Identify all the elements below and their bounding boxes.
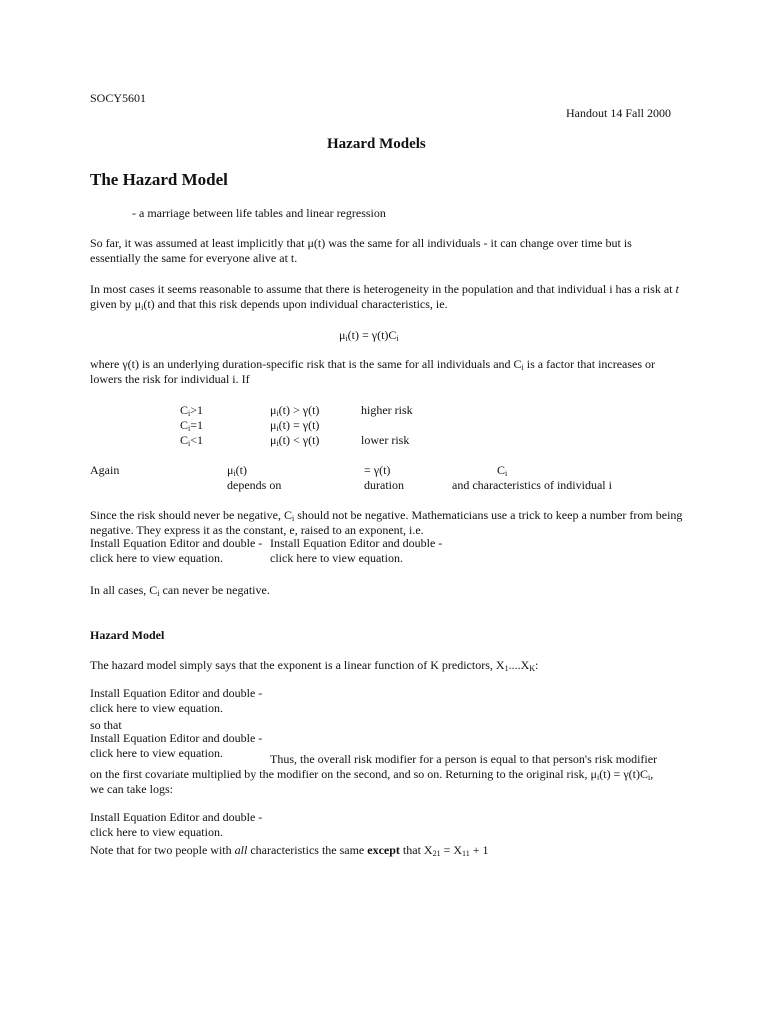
page-title: Hazard Models xyxy=(327,136,426,152)
again-mu-t: (t) xyxy=(235,463,247,477)
section-heading-hazard-model: The Hazard Model xyxy=(90,170,228,189)
paragraph-5 xyxy=(90,583,270,598)
case-mu-sub: i xyxy=(276,409,279,418)
equation-placeholder-line1: Install Equation Editor and double - xyxy=(270,536,443,550)
case-row-2 xyxy=(180,418,203,433)
s2p3-sub1: 21 xyxy=(432,849,441,858)
p4-text-b: should not be negative. Mathematicians use a trick to keep a number from being negative. They express it as the constant, e, raised to an exponent, i.e. xyxy=(90,508,683,537)
case-row-1-label: higher risk xyxy=(361,403,413,417)
s2p2-text-b: on the first covariate multiplied by the modifier on the second, and so on. Returning to the original risk, μ xyxy=(90,767,597,781)
again-word: Again xyxy=(90,463,120,477)
p2-text-a: In most cases it seems reasonable to assume that there is heterogeneity in the population and that individual i has a risk at xyxy=(90,282,676,296)
s2p2-sub1: i xyxy=(597,773,600,782)
s2p1-text-c: : xyxy=(535,658,539,672)
s2p2-text-c: (t) = γ(t)C xyxy=(599,767,648,781)
equation-placeholder-line1: Install Equation Editor and double - xyxy=(90,731,263,745)
case-mu: μ xyxy=(270,433,277,447)
equation-risk xyxy=(339,328,399,343)
s2p3-sub2: 11 xyxy=(462,849,470,858)
p4-sub: i xyxy=(291,514,295,523)
again-c-sym: C xyxy=(497,463,506,477)
s2p3-bold-except: except xyxy=(367,843,400,857)
paragraph-3 xyxy=(90,357,690,387)
section2-paragraph-2c: we can take logs: xyxy=(90,782,173,796)
equation-placeholder-line2: click here to view equation. xyxy=(90,551,223,565)
eq1-sub2: i xyxy=(396,334,399,343)
case-row-3 xyxy=(180,433,203,448)
handout-info: Handout 14 Fall 2000 xyxy=(566,106,671,120)
case-c-rel: <1 xyxy=(190,433,204,447)
case-c-sub: i xyxy=(188,424,191,433)
p3-text-b: is a factor that increases or lowers the risk for individual i. If xyxy=(90,357,656,386)
eq1-sub1: i xyxy=(345,334,348,343)
case-c-sub: i xyxy=(188,439,191,448)
case-row-2-risk xyxy=(270,418,319,433)
again-duration: duration xyxy=(364,478,404,492)
p2-text-b: given by μ xyxy=(90,297,142,311)
case-row-1 xyxy=(180,403,203,418)
p4-text-a: Since the risk should never be negative, C xyxy=(90,508,292,522)
s2p3-text-b: characteristics the same xyxy=(247,843,368,857)
course-code: SOCY5601 xyxy=(90,91,147,105)
so-that: so that xyxy=(90,718,122,732)
s2p3-text-e: + 1 xyxy=(469,843,489,857)
section2-paragraph-1 xyxy=(90,658,538,673)
again-c-sub: i xyxy=(505,469,508,478)
paragraph-2 xyxy=(90,282,680,312)
case-row-1-risk xyxy=(270,403,319,418)
equation-placeholder-line1: Install Equation Editor and double - xyxy=(90,536,263,550)
case-c-rel: =1 xyxy=(190,418,204,432)
equation-placeholder-line2: click here to view equation. xyxy=(90,825,223,839)
again-mu-sub: i xyxy=(233,469,236,478)
s2p1-text-b: ....X xyxy=(508,658,530,672)
case-c: C xyxy=(180,403,189,417)
again-chars: and characteristics of individual i xyxy=(452,478,612,492)
case-mu-rel: (t) < γ(t) xyxy=(278,433,320,447)
s2p2-text-d: , xyxy=(650,767,654,781)
section2-paragraph-2a: Thus, the overall risk modifier for a person is equal to that person's risk modifier xyxy=(270,752,658,766)
again-mu xyxy=(227,463,247,478)
case-row-3-label: lower risk xyxy=(361,433,410,447)
case-c: C xyxy=(180,433,189,447)
equation-placeholder-line2: click here to view equation. xyxy=(270,551,403,565)
case-c: C xyxy=(180,418,189,432)
section2-paragraph-2b xyxy=(90,767,653,782)
p3-text-a: where γ(t) is an underlying duration-specific risk that is the same for all individuals and C xyxy=(90,357,522,371)
s2p3-text-c: that X xyxy=(399,843,433,857)
s2p1-sub2: K xyxy=(529,664,536,673)
s2p3-italic-all: all xyxy=(234,843,248,857)
equation-placeholder-d[interactable] xyxy=(90,731,262,761)
case-mu-rel: (t) > γ(t) xyxy=(278,403,320,417)
p3-sub: i xyxy=(521,363,524,372)
again-depends: depends on xyxy=(227,478,282,492)
case-c-sub: i xyxy=(188,409,191,418)
equation-placeholder-a[interactable] xyxy=(90,536,262,566)
section-subtitle: - a marriage between life tables and linear regression xyxy=(132,206,386,220)
p2-text-c: (t) and that this risk depends upon individual characteristics, ie. xyxy=(143,297,448,311)
p5-sub: i xyxy=(157,589,160,598)
equation-placeholder-b[interactable] xyxy=(270,536,442,566)
case-mu-rel: (t) = γ(t) xyxy=(278,418,320,432)
p2-sub: i xyxy=(141,303,144,312)
section-heading-hazard-model-2: Hazard Model xyxy=(90,628,165,642)
equation-placeholder-line2: click here to view equation. xyxy=(90,746,223,760)
s2p3-text-a: Note that for two people with xyxy=(90,843,235,857)
again-gamma: = γ(t) xyxy=(364,463,391,477)
eq1-rest: (t) = γ(t)C xyxy=(347,328,397,342)
s2p1-sub1: 1 xyxy=(504,664,509,673)
again-c xyxy=(497,463,507,478)
equation-placeholder-c[interactable] xyxy=(90,686,262,716)
equation-placeholder-line1: Install Equation Editor and double - xyxy=(90,810,263,824)
equation-placeholder-line1: Install Equation Editor and double - xyxy=(90,686,263,700)
p2-italic-t: t xyxy=(675,282,679,296)
again-mu-sym: μ xyxy=(227,463,234,477)
section2-paragraph-3 xyxy=(90,843,489,858)
case-mu: μ xyxy=(270,418,277,432)
eq1-mu: μ xyxy=(339,328,346,342)
p5-text-a: In all cases, C xyxy=(90,583,158,597)
p5-text-b: can never be negative. xyxy=(159,583,270,597)
s2p1-text-a: The hazard model simply says that the exponent is a linear function of K predictors, X xyxy=(90,658,505,672)
case-mu: μ xyxy=(270,403,277,417)
equation-placeholder-e[interactable] xyxy=(90,810,262,840)
s2p2-sub2: i xyxy=(647,773,651,782)
case-c-rel: >1 xyxy=(190,403,204,417)
paragraph-4 xyxy=(90,508,690,538)
case-row-3-risk xyxy=(270,433,319,448)
case-mu-sub: i xyxy=(276,424,279,433)
paragraph-1: So far, it was assumed at least implicitly that μ(t) was the same for all individuals - it can change over time but is essentially the same for everyone alive at t. xyxy=(90,236,632,265)
case-mu-sub: i xyxy=(276,439,279,448)
equation-placeholder-line2: click here to view equation. xyxy=(90,701,223,715)
s2p3-text-d: = X xyxy=(440,843,463,857)
